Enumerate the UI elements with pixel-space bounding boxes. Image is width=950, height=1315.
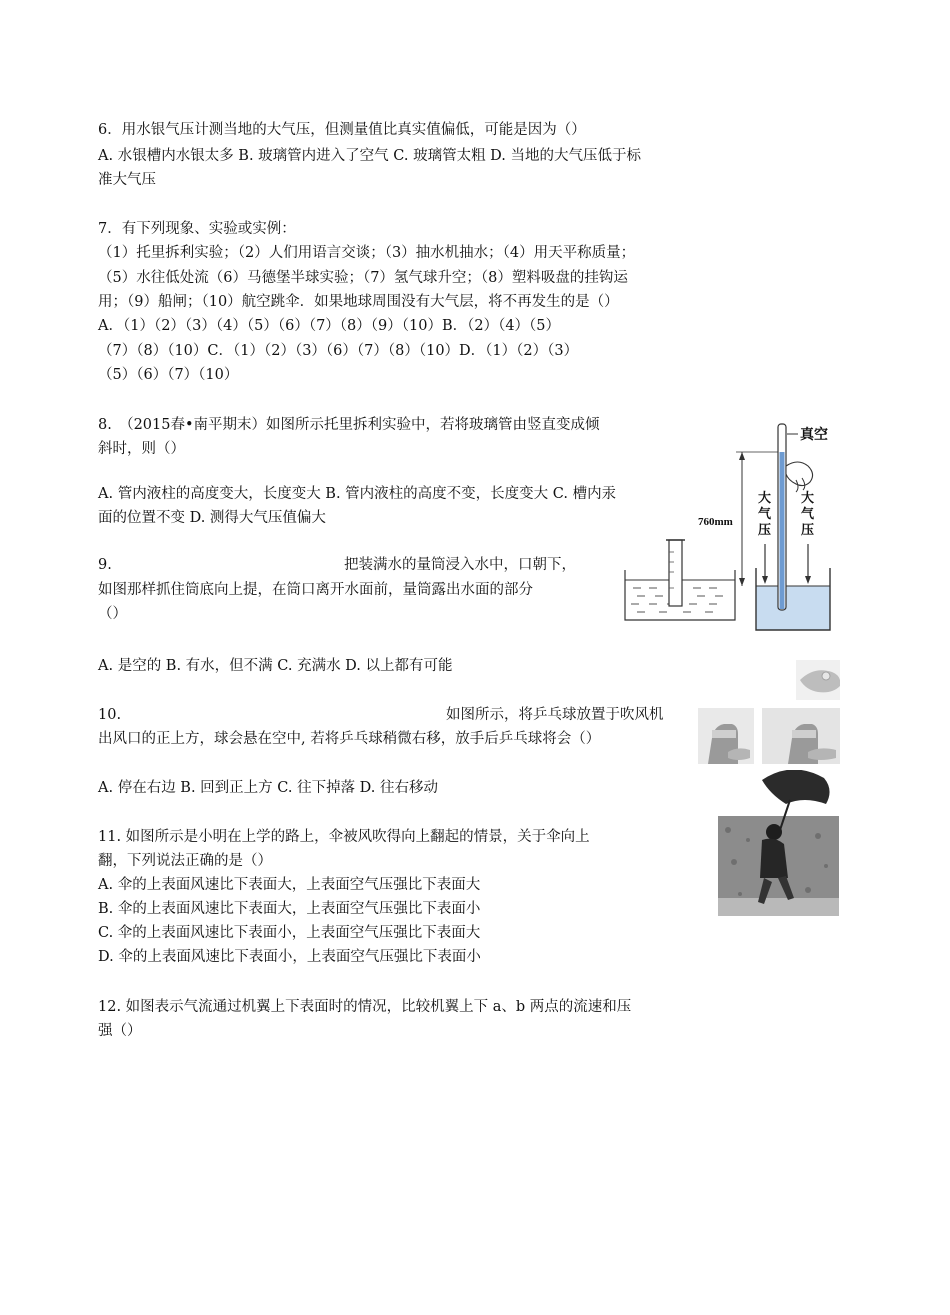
hairdryer-nozzle	[712, 730, 736, 738]
q7-options: （7）（8）（10）C．（1）（2）（3）（6）（7）（8）（10）D．（1）（2）（3）	[98, 343, 579, 359]
arrow-up-icon	[739, 452, 745, 460]
q12-stem: 12. 如图表示气流通过机翼上下表面时的情况，比较机翼上下 a、b 两点的流速和压	[98, 999, 632, 1015]
q6-options: A. 水银槽内水银太多 B. 玻璃管内进入了空气 C. 玻璃管太粗 D. 当地的大气压低于标	[98, 148, 642, 164]
ball-icon	[822, 672, 830, 680]
cylinder-diagram	[623, 536, 737, 622]
hand-icon	[786, 462, 813, 486]
q7-options: （5）（6）（7）（10）	[98, 367, 239, 383]
atm-label-right: 大 气 压	[801, 490, 815, 537]
arrow-down-icon	[762, 576, 768, 584]
q9-stem: 把装满水的量筒浸入水中，口朝下，	[344, 557, 576, 573]
q8-options-cont: 面的位置不变 D. 测得大气压值偏大	[98, 510, 326, 526]
q8-stem: 8. （2015春•南平期末）如图所示托里拆利实验中，若将玻璃管由竖直变成倾	[98, 417, 600, 433]
q8-stem-cont: 斜时，则（）	[98, 441, 185, 457]
q7-stem: 7．有下列现象、实验或实例：	[98, 221, 296, 237]
hairdryer-figure	[698, 660, 840, 766]
q9-options: A. 是空的 B. 有水，但不满 C. 充满水 D. 以上都有可能	[98, 658, 453, 674]
q10-stem-cont: 出风口的正上方，球会悬在空中, 若将乒乓球稍微右移，放手后乒乓球将会（）	[98, 731, 601, 747]
q6-options-cont: 准大气压	[98, 172, 156, 188]
q11-stem: 11. 如图所示是小明在上学的路上，伞被风吹得向上翻起的情景，关于伞向上	[98, 829, 590, 845]
umbrella-photo	[718, 770, 839, 916]
q9-stem-end: （）	[98, 606, 127, 622]
q11-stem-cont: 翻，下列说法正确的是（）	[98, 853, 272, 869]
height-label: 760mm	[698, 516, 733, 528]
q6-stem: 6．用水银气压计测当地的大气压，但测量值比真实值偏低，可能是因为（）	[98, 122, 586, 138]
q10-options: A. 停在右边 B. 回到正上方 C. 往下掉落 D. 往右移动	[98, 780, 439, 796]
q9-number: 9.	[98, 557, 112, 573]
graduated-cylinder	[669, 540, 682, 606]
q7-line: （5）水往低处流（6）马德堡半球实验；（7）氢气球升空；（8）塑料吸盘的挂钩运	[98, 270, 628, 286]
q7-line: （1）托里拆利实验；（2）人们用语言交谈；（3）抽水机抽水；（4）用天平称质量；	[98, 245, 636, 261]
arrow-down-icon	[805, 576, 811, 584]
mercury-column	[780, 452, 785, 609]
q11-option-b: B. 伞的上表面风速比下表面大，上表面空气压强比下表面小	[98, 901, 481, 917]
q10-stem: 如图所示，将乒乓球放置于吹风机	[446, 707, 664, 723]
hairdryer-nozzle	[792, 730, 816, 738]
q11-option-c: C. 伞的上表面风速比下表面小，上表面空气压强比下表面大	[98, 925, 481, 941]
atm-label-left: 大 气 压	[758, 490, 772, 537]
umbrella-figure	[718, 770, 839, 916]
person-body	[760, 839, 788, 878]
cylinder-figure	[623, 536, 737, 622]
umbrella-icon	[762, 770, 830, 804]
q7-options: A．（1）（2）（3）（4）（5）（6）（7）（8）（9）（10）B．（2）（4）（5）	[98, 318, 561, 334]
q10-number: 10.	[98, 707, 122, 723]
sidewalk	[718, 898, 839, 916]
mercury-trough-liquid	[756, 586, 830, 630]
hairdryer-photos	[698, 660, 840, 766]
q12-stem-cont: 强（）	[98, 1023, 142, 1039]
q7-line: 用；（9）船闸；（10）航空跳伞．如果地球周围没有大气层，将不再发生的是（）	[98, 294, 619, 310]
arrow-down-icon	[739, 578, 745, 586]
q8-options: A. 管内液柱的高度变大，长度变大 B. 管内液柱的高度不变，长度变大 C. 槽内汞	[98, 486, 617, 502]
person-head	[766, 824, 782, 840]
q11-option-a: A. 伞的上表面风速比下表面大，上表面空气压强比下表面大	[98, 877, 481, 893]
q9-stem-cont: 如图那样抓住筒底向上提，在筒口离开水面前，量筒露出水面的部分	[98, 582, 533, 598]
vacuum-label: 真空	[800, 428, 828, 443]
q11-option-d: D. 伞的上表面风速比下表面小，上表面空气压强比下表面小	[98, 949, 481, 965]
